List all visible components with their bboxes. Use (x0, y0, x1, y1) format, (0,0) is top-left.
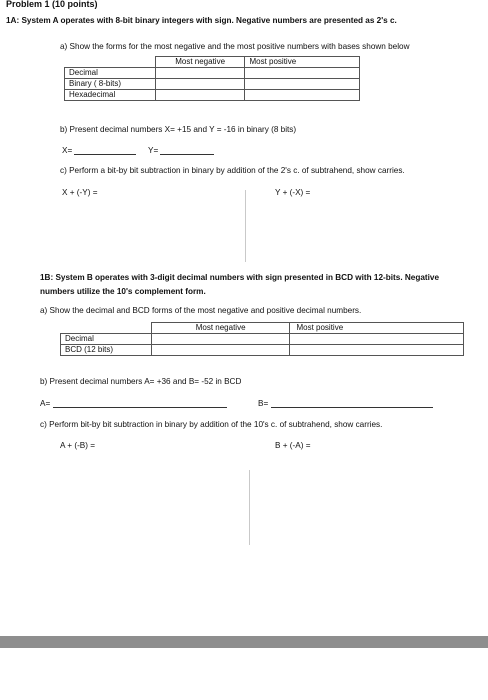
answer-cell[interactable] (155, 68, 245, 79)
row-label-bcd: BCD (12 bits) (61, 345, 152, 356)
table-row (65, 79, 360, 90)
answer-cell[interactable] (290, 345, 464, 356)
problem-title: Problem 1 (10 points) (6, 0, 98, 9)
header-most-negative: Most negative (155, 57, 245, 68)
a-label: A= (40, 399, 51, 408)
work-area-divider (245, 190, 246, 262)
a-answer-line[interactable] (53, 407, 227, 408)
part-1a-question-c: c) Perform a bit-by bit subtraction in binary by addition of the 2's c. of subtrahend, show carries. (60, 166, 405, 175)
answer-cell[interactable] (155, 79, 245, 90)
part-1b-question-a: a) Show the decimal and BCD forms of the most negative and positive decimal numbers. (40, 306, 362, 315)
expr-a-minus-b: A + (-B) = (60, 441, 96, 450)
part-1a-question-b: b) Present decimal numbers X= +15 and Y = -16 in binary (8 bits) (60, 125, 297, 134)
part-1a-heading: 1A: System A operates with 8-bit binary integers with sign. Negative numbers are presented as 2's c. (6, 16, 397, 25)
part-1a-question-a: a) Show the forms for the most negative and the most positive numbers with bases shown below (60, 42, 410, 51)
x-answer-line[interactable] (74, 154, 136, 155)
table-corner-cell (65, 57, 156, 68)
header-most-positive: Most positive (290, 323, 464, 334)
b-label: B= (258, 399, 269, 408)
work-area-divider (249, 470, 250, 545)
x-label: X= (62, 146, 73, 155)
table-row (61, 334, 464, 345)
answer-cell[interactable] (151, 345, 290, 356)
answer-cell[interactable] (155, 90, 245, 101)
header-most-positive: Most positive (245, 57, 360, 68)
y-label: Y= (148, 146, 159, 155)
table-row (65, 68, 360, 79)
part-1b-table (60, 322, 464, 356)
table-row (61, 345, 464, 356)
row-label-hexadecimal: Hexadecimal (65, 90, 156, 101)
row-label-decimal: Decimal (61, 334, 152, 345)
answer-cell[interactable] (245, 90, 360, 101)
part-1a-table (64, 56, 360, 101)
expr-x-minus-y: X + (-Y) = (62, 188, 98, 197)
y-answer-line[interactable] (160, 154, 214, 155)
part-1b-heading-line2: numbers utilize the 10's complement form. (40, 287, 206, 296)
part-1b-question-c: c) Perform bit-by bit subtraction in binary by addition of the 10's c. of subtrahend, show carries. (40, 420, 383, 429)
expr-y-minus-x: Y + (-X) = (275, 188, 311, 197)
page-footer-bar (0, 636, 488, 648)
answer-cell[interactable] (245, 68, 360, 79)
part-1b-question-b: b) Present decimal numbers A= +36 and B= -52 in BCD (40, 377, 242, 386)
answer-cell[interactable] (290, 334, 464, 345)
header-most-negative: Most negative (151, 323, 290, 334)
table-corner-cell (61, 323, 152, 334)
row-label-binary: Binary ( 8-bits) (65, 79, 156, 90)
part-1b-heading-line1: 1B: System B operates with 3-digit decimal numbers with sign presented in BCD with 12-bits. Negative (40, 273, 439, 282)
answer-cell[interactable] (245, 79, 360, 90)
answer-cell[interactable] (151, 334, 290, 345)
row-label-decimal: Decimal (65, 68, 156, 79)
expr-b-minus-a: B + (-A) = (275, 441, 311, 450)
table-row (65, 90, 360, 101)
b-answer-line[interactable] (271, 407, 433, 408)
